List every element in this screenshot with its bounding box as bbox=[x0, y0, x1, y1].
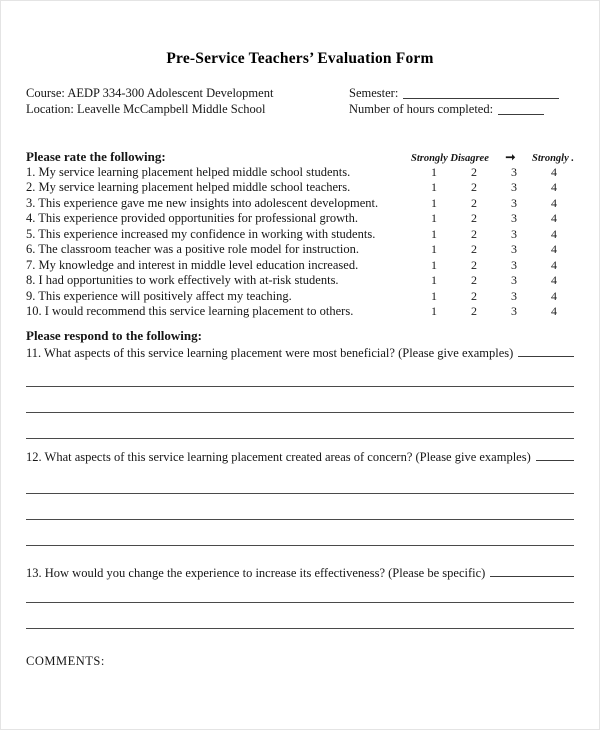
rating-option-2[interactable]: 2 bbox=[471, 226, 477, 241]
question-12 bbox=[26, 449, 574, 465]
rating-option-4[interactable]: 4 bbox=[551, 304, 557, 318]
rating-row bbox=[26, 258, 574, 274]
rating-statement: 2. My service learning placement helped middle school teachers. bbox=[26, 180, 351, 194]
rating-options bbox=[414, 227, 574, 243]
rating-options bbox=[414, 304, 574, 320]
rating-row bbox=[26, 273, 574, 289]
rating-option-3[interactable]: 3 bbox=[511, 226, 517, 241]
rating-option-2[interactable]: 2 bbox=[471, 304, 477, 318]
rating-row bbox=[26, 289, 574, 305]
rating-option-1[interactable]: 1 bbox=[431, 226, 437, 241]
rating-options bbox=[414, 196, 574, 212]
rating-options bbox=[414, 165, 574, 181]
rate-section-heading: Please rate the following: bbox=[26, 149, 166, 164]
rating-statement: 6. The classroom teacher was a positive role model for instruction. bbox=[26, 242, 360, 256]
hours-label: Number of hours completed: bbox=[349, 102, 494, 116]
question-12-answer-area bbox=[26, 468, 574, 546]
question-12-text: 12. What aspects of this service learning placement created areas of concern? (Please give examples) bbox=[26, 450, 531, 464]
rating-option-3[interactable]: 3 bbox=[511, 242, 517, 256]
answer-line[interactable] bbox=[26, 603, 574, 629]
question-11-answer-area bbox=[26, 361, 574, 439]
rating-option-1[interactable]: 1 bbox=[431, 273, 437, 287]
rating-option-2[interactable]: 2 bbox=[471, 195, 477, 210]
respond-section-heading: Please respond to the following: bbox=[26, 327, 202, 343]
rating-option-4[interactable]: 4 bbox=[551, 273, 557, 287]
answer-line[interactable] bbox=[26, 468, 574, 494]
rating-option-2[interactable]: 2 bbox=[471, 242, 477, 256]
semester-blank[interactable] bbox=[403, 85, 559, 99]
hours-field bbox=[349, 101, 574, 117]
rating-options bbox=[414, 258, 574, 274]
rating-option-4[interactable]: 4 bbox=[551, 226, 557, 241]
rating-statement: 8. I had opportunities to work effectively with at-risk students. bbox=[26, 273, 339, 287]
rating-option-1[interactable]: 1 bbox=[431, 288, 437, 303]
question-13-inline-blank[interactable] bbox=[490, 576, 574, 577]
rating-option-3[interactable]: 3 bbox=[511, 195, 517, 210]
rating-option-3[interactable]: 3 bbox=[511, 164, 517, 179]
right-arrow-icon: ➞ bbox=[505, 150, 516, 164]
rating-statement: 10. I would recommend this service learning placement to others. bbox=[26, 304, 354, 318]
question-12-inline-blank[interactable] bbox=[536, 460, 574, 461]
rating-statement: 3. This experience gave me new insights into adolescent development. bbox=[26, 195, 379, 210]
rating-option-2[interactable]: 2 bbox=[471, 257, 477, 272]
rating-row bbox=[26, 180, 574, 196]
rating-table bbox=[26, 165, 574, 320]
rating-option-4[interactable]: 4 bbox=[551, 288, 557, 303]
location-line: Location: Leavelle McCampbell Middle School bbox=[26, 102, 266, 116]
rating-option-4[interactable]: 4 bbox=[551, 164, 557, 179]
rating-statement: 5. This experience increased my confidence in working with students. bbox=[26, 226, 376, 241]
rating-options bbox=[414, 211, 574, 227]
rating-options bbox=[414, 242, 574, 258]
semester-field bbox=[349, 85, 574, 101]
rating-option-3[interactable]: 3 bbox=[511, 273, 517, 287]
course-line: Course: AEDP 334-300 Adolescent Development bbox=[26, 86, 274, 100]
question-11-text: 11. What aspects of this service learning placement were most beneficial? (Please give examples) bbox=[26, 346, 514, 360]
rating-statement: 1. My service learning placement helped middle school students. bbox=[26, 164, 351, 179]
question-13-text: 13. How would you change the experience to increase its effectiveness? (Please be specific) bbox=[26, 566, 486, 580]
location-hours-row bbox=[26, 101, 574, 117]
question-11 bbox=[26, 345, 574, 361]
scale-disagree-label: Strongly Disagree bbox=[411, 153, 489, 164]
rating-option-2[interactable]: 2 bbox=[471, 211, 477, 225]
page-title: Pre-Service Teachers’ Evaluation Form bbox=[166, 50, 434, 67]
answer-line[interactable] bbox=[26, 494, 574, 520]
rating-option-4[interactable]: 4 bbox=[551, 242, 557, 256]
rating-option-2[interactable]: 2 bbox=[471, 288, 477, 303]
answer-line[interactable] bbox=[26, 413, 574, 439]
rating-option-1[interactable]: 1 bbox=[431, 304, 437, 318]
rating-option-3[interactable]: 3 bbox=[511, 288, 517, 303]
rating-row bbox=[26, 242, 574, 258]
rating-option-3[interactable]: 3 bbox=[511, 180, 517, 194]
question-11-inline-blank[interactable] bbox=[518, 356, 574, 357]
rating-option-1[interactable]: 1 bbox=[431, 257, 437, 272]
question-13-answer-area bbox=[26, 577, 574, 629]
rating-header-row bbox=[26, 149, 574, 165]
rating-option-3[interactable]: 3 bbox=[511, 304, 517, 318]
rating-row bbox=[26, 304, 574, 320]
hours-blank[interactable] bbox=[498, 101, 544, 115]
rating-row bbox=[26, 196, 574, 212]
rating-option-1[interactable]: 1 bbox=[431, 180, 437, 194]
scale-agree-label: Strongly . bbox=[531, 153, 574, 164]
rating-option-3[interactable]: 3 bbox=[511, 211, 517, 225]
rating-options bbox=[414, 273, 574, 289]
rating-option-1[interactable]: 1 bbox=[431, 195, 437, 210]
semester-label: Semester: bbox=[349, 86, 399, 100]
rating-option-4[interactable]: 4 bbox=[551, 195, 557, 210]
rating-statement: 7. My knowledge and interest in middle level education increased. bbox=[26, 257, 359, 272]
answer-line[interactable] bbox=[26, 387, 574, 413]
rating-option-2[interactable]: 2 bbox=[471, 164, 477, 179]
rating-option-1[interactable]: 1 bbox=[431, 242, 437, 256]
rating-option-1[interactable]: 1 bbox=[431, 164, 437, 179]
rating-option-3[interactable]: 3 bbox=[511, 257, 517, 272]
course-info-block bbox=[26, 85, 574, 117]
answer-line[interactable] bbox=[26, 361, 574, 387]
rating-scale-header bbox=[411, 152, 574, 164]
rating-option-4[interactable]: 4 bbox=[551, 211, 557, 225]
course-semester-row bbox=[26, 85, 574, 101]
comments-label: COMMENTS: bbox=[26, 654, 105, 668]
rating-option-1[interactable]: 1 bbox=[431, 211, 437, 225]
rating-row bbox=[26, 165, 574, 181]
rating-statement: 4. This experience provided opportunities for professional growth. bbox=[26, 211, 358, 225]
answer-line[interactable] bbox=[26, 520, 574, 546]
rating-row bbox=[26, 227, 574, 243]
rating-statement: 9. This experience will positively affect my teaching. bbox=[26, 288, 292, 303]
rating-option-2[interactable]: 2 bbox=[471, 180, 477, 194]
rating-option-4[interactable]: 4 bbox=[551, 180, 557, 194]
rating-option-2[interactable]: 2 bbox=[471, 273, 477, 287]
rating-options bbox=[414, 180, 574, 196]
rating-option-4[interactable]: 4 bbox=[551, 257, 557, 272]
rating-options bbox=[414, 289, 574, 305]
rating-row bbox=[26, 211, 574, 227]
